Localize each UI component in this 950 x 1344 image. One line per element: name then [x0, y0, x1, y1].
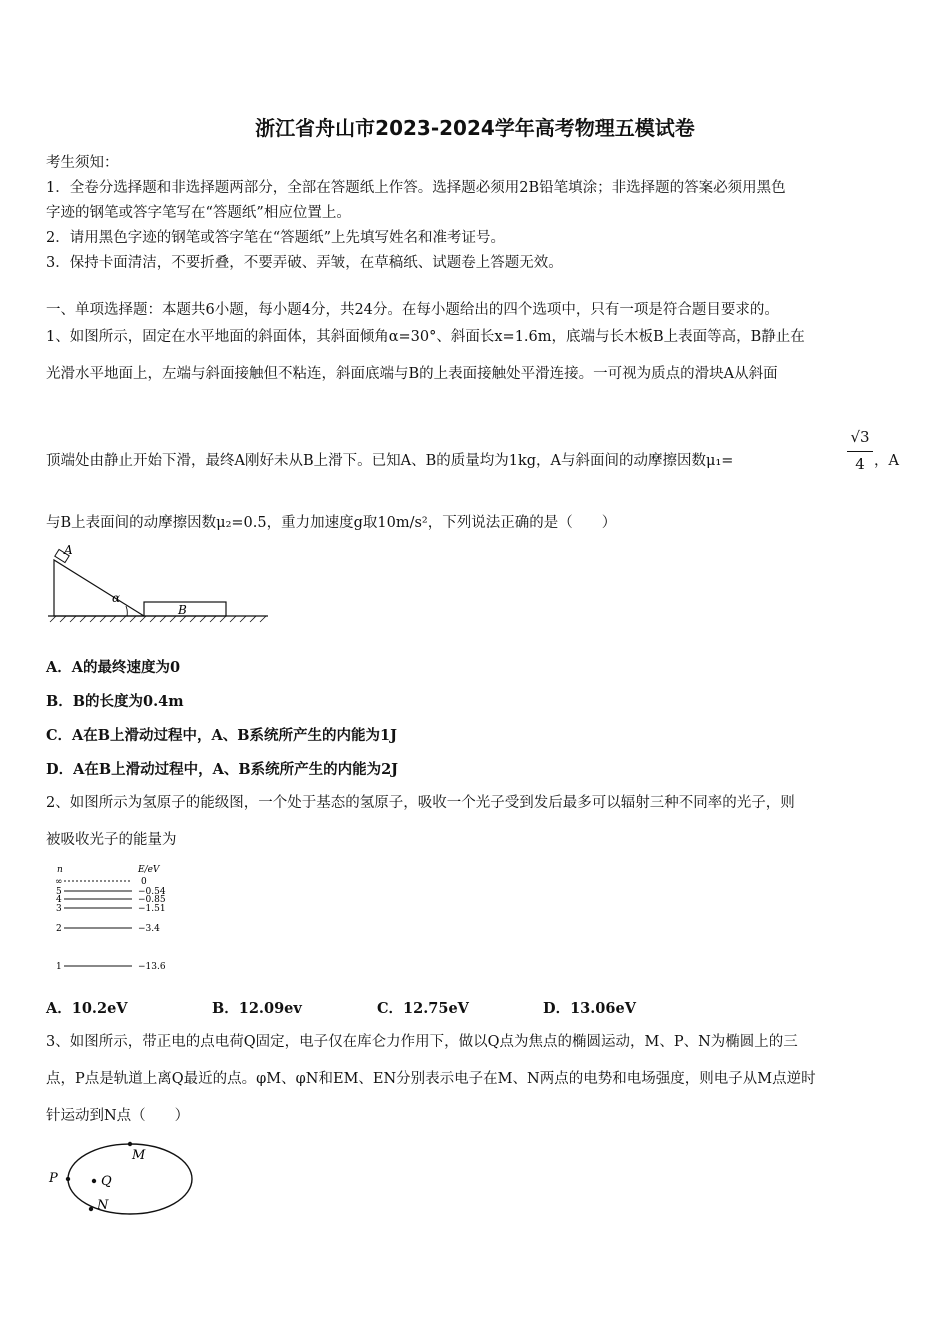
orbit-ellipse	[68, 1144, 192, 1214]
incline-body	[54, 560, 144, 616]
q3-text-line: 针运动到N点（ ）	[46, 1108, 190, 1124]
q2-text-line: 被吸收光子的能量为	[46, 832, 177, 848]
level-n-label: 3	[56, 904, 62, 914]
level-e-label: −0.85	[138, 895, 166, 905]
label-p: P	[49, 1171, 58, 1186]
level-e-label: −13.6	[138, 962, 166, 972]
notice-item: 字迹的钢笔或答字笔写在“答题纸”相应位置上。	[46, 205, 351, 221]
section-heading: 一、单项选择题：本题共6小题，每小题4分，共24分。在每小题给出的四个选项中，只有一项是符合题目要求的。	[46, 302, 779, 318]
q1-option-a: A．A的最终速度为0	[46, 659, 181, 676]
page-title: 浙江省舟山市2023-2024学年高考物理五模试卷	[255, 116, 695, 140]
label-b: B	[178, 603, 187, 617]
point-n	[89, 1207, 93, 1211]
level-n-label: 1	[56, 962, 62, 972]
level-n-label: ∞	[55, 877, 63, 887]
point-m	[128, 1142, 132, 1146]
q1-frac-denominator: 4	[855, 455, 865, 473]
q1-option-c: C．A在B上滑动过程中，A、B系统所产生的内能为1J	[46, 727, 398, 744]
level-e-label: −3.4	[138, 924, 160, 934]
ground-hatching	[50, 616, 266, 622]
n-header: n	[57, 865, 63, 875]
label-q: Q	[101, 1174, 112, 1189]
point-q	[92, 1179, 96, 1183]
q2-option-b: B．12.09ev	[212, 1000, 302, 1017]
q3-text-line: 3、如图所示，带正电的点电荷Q固定，电子仅在库仑力作用下，做以Q点为焦点的椭圆运动，M、P、N为椭圆上的三	[46, 1034, 798, 1050]
q2-option-a: A．10.2eV	[46, 1000, 128, 1017]
angle-arc	[126, 606, 127, 616]
level-n-label: 5	[56, 887, 62, 897]
notice-heading: 考生须知：	[46, 155, 119, 171]
q3-ellipse-figure	[40, 1136, 200, 1221]
q2-energy-level-figure	[50, 862, 180, 977]
notice-item: 3．保持卡面清洁，不要折叠，不要弄破、弄皱，在草稿纸、试题卷上答题无效。	[46, 255, 563, 271]
q1-incline-figure	[40, 540, 275, 630]
notice-item: 2．请用黑色字迹的钢笔或答字笔在“答题纸”上先填写姓名和准考证号。	[46, 230, 506, 246]
q1-frac-bar	[847, 451, 873, 452]
level-n-label: 2	[56, 924, 62, 934]
level-e-label: 0	[141, 877, 147, 887]
level-e-label: −1.51	[138, 904, 166, 914]
q2-text-line: 2、如图所示为氢原子的能级图，一个处于基态的氢原子，吸收一个光子受到发后最多可以辐射三种不同率的光子，则	[46, 795, 795, 811]
q2-option-d: D．13.06eV	[543, 1000, 636, 1017]
q1-text-line: 1、如图所示，固定在水平地面的斜面体，其斜面倾角α=30°、斜面长x=1.6m，底端与长木板B上表面等高，B静止在	[46, 329, 805, 345]
q1-text-line: 与B上表面间的动摩擦因数μ₂=0.5，重力加速度g取10m/s²，下列说法正确的是（ ）	[46, 515, 617, 531]
point-p	[66, 1177, 70, 1181]
label-alpha: α	[112, 591, 121, 605]
q1-option-b: B．B的长度为0.4m	[46, 693, 184, 710]
q1-text-line: 光滑水平地面上，左端与斜面接触但不粘连，斜面底端与B的上表面接触处平滑连接。一可视为质点的滑块A从斜面	[46, 366, 778, 382]
q1-text-tail: ，A	[874, 453, 899, 469]
label-m: M	[132, 1148, 146, 1163]
q1-frac-numerator: √3	[850, 428, 870, 446]
level-n-label: 4	[56, 895, 62, 905]
q1-text-line: 顶端处由静止开始下滑，最终A刚好未从B上滑下。已知A、B的质量均为1kg，A与斜面间的动摩擦因数μ₁=	[46, 453, 734, 469]
q2-option-c: C．12.75eV	[377, 1000, 469, 1017]
q3-text-line: 点，P点是轨道上离Q最近的点。φM、φN和EM、EN分别表示电子在M、N两点的电势和电场强度，则电子从M点逆时	[46, 1071, 816, 1087]
label-a: A	[64, 543, 73, 557]
label-n: N	[97, 1198, 109, 1213]
notice-item: 1．全卷分选择题和非选择题两部分，全部在答题纸上作答。选择题必须用2B铅笔填涂；非选择题的答案必须用黑色	[46, 180, 786, 196]
e-header: E/eV	[138, 865, 160, 875]
q1-option-d: D．A在B上滑动过程中，A、B系统所产生的内能为2J	[46, 761, 399, 778]
level-e-label: −0.54	[138, 887, 166, 897]
